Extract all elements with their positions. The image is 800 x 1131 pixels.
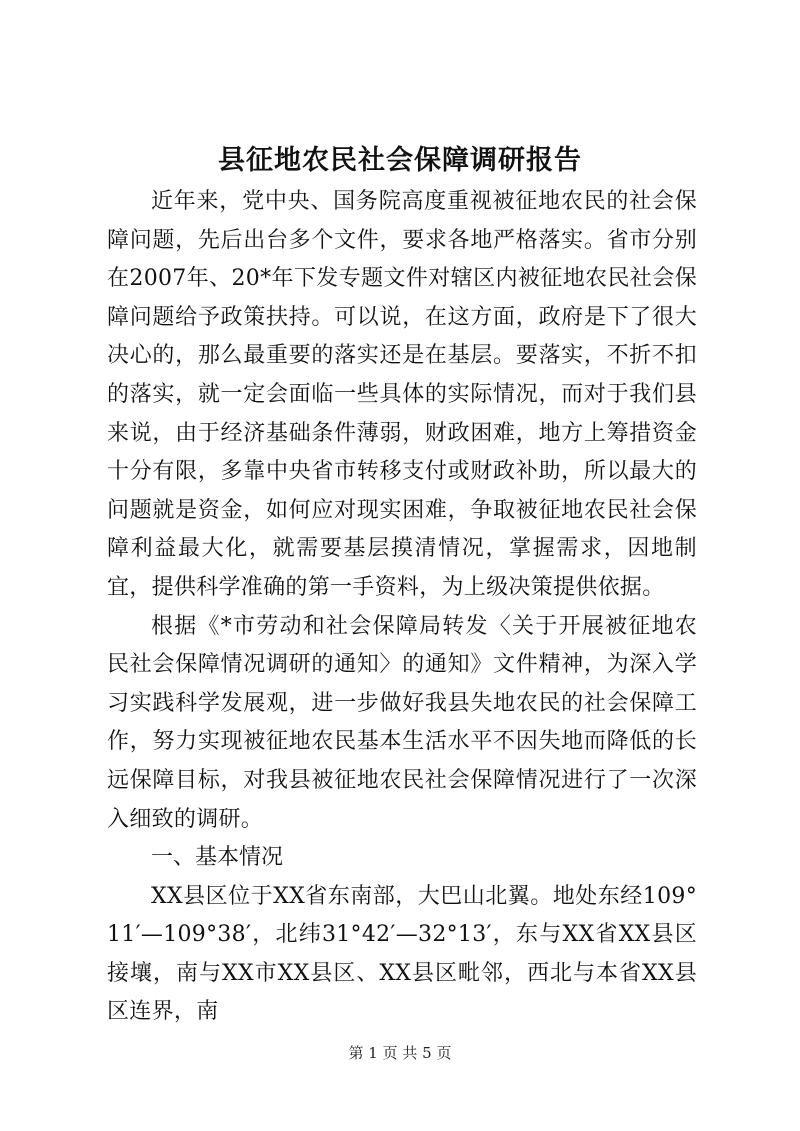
document-body [107, 183, 697, 1032]
paragraph-basis: 根据《*市劳动和社会保障局转发〈关于开展被征地农民社会保障情况调研的通知〉的通知》文件精神，为深入学习实践科学发展观，进一步做好我县失地农民的社会保障工作，努力实现被征地农民基本生活水平不因失地而降低的长远保障目标，对我县被征地农民社会保障情况进行了一次深入细致的调研。 [107, 613, 697, 832]
document-title: 县征地农民社会保障调研报告 [218, 145, 582, 176]
section-heading: 一、基本情况 [151, 845, 284, 871]
paragraph-intro: 近年来，党中央、国务院高度重视被征地农民的社会保障问题，先后出台多个文件，要求各地严格落实。省市分别在2007年、20*年下发专题文件对辖区内被征地农民社会保障问题给予政策扶持。可以说，在这方面，政府是下了很大决心的，那么最重要的落实还是在基层。要落实，不折不扣的落实，就一定会面临一些具体的实际情况，而对于我们县来说，由于经济基础条件薄弱，财政困难，地方上筹措资金十分有限，多靠中央省市转移支付或财政补助，所以最大的问题就是资金，如何应对现实困难，争取被征地农民社会保障利益最大化，就需要基层摸清情况，掌握需求，因地制宜，提供科学准确的第一手资料，为上级决策提供依据。 [107, 189, 697, 600]
paragraph-basic-info: XX县区位于XX省东南部，大巴山北翼。地处东经109°11′—109°38′，北纬31°42′—32°13′，东与XX省XX县区接壤，南与XX市XX县区、XX县区毗邻，西北与本省XX县区连界，南 [107, 883, 697, 1025]
page-footer: 第 1 页 共 5 页 [348, 1044, 452, 1062]
